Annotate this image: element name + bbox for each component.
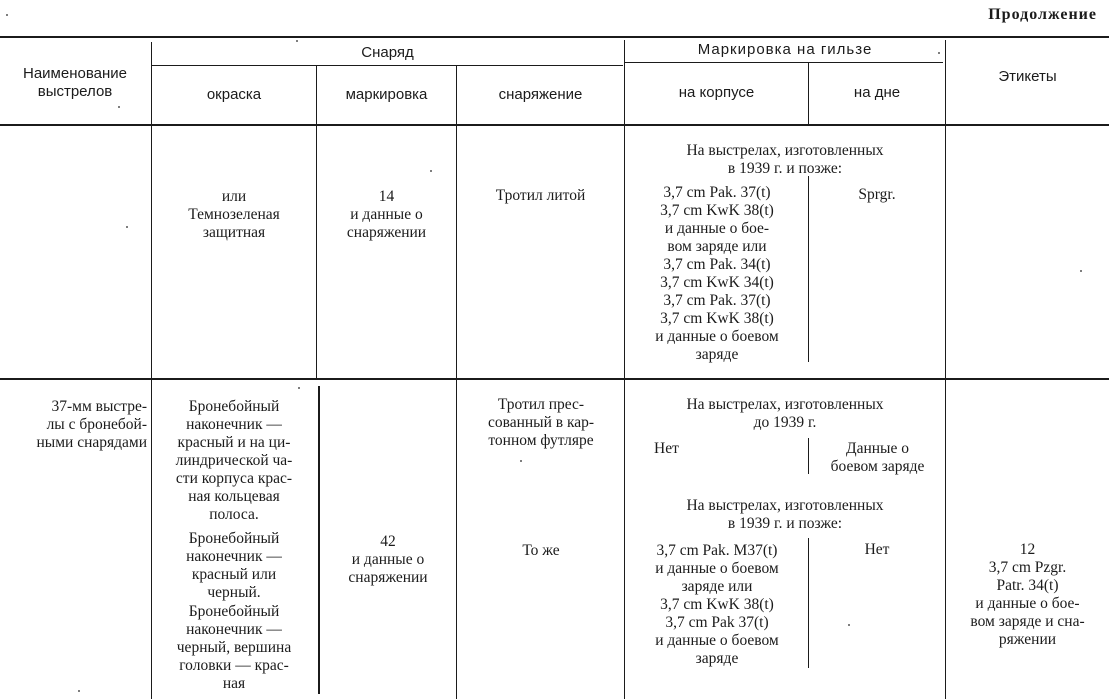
column-divider bbox=[624, 380, 625, 699]
scan-speck bbox=[430, 170, 432, 172]
column-divider bbox=[456, 66, 457, 378]
scan-speck bbox=[78, 690, 80, 692]
row1-bottom: Sprgr. bbox=[858, 186, 896, 203]
header-marking: маркировка bbox=[345, 86, 428, 103]
column-divider bbox=[945, 40, 946, 378]
column-divider bbox=[945, 380, 946, 699]
case-marking-subheader-rule bbox=[625, 62, 943, 63]
row1-marking: 14 и данные о снаряжении bbox=[346, 188, 427, 241]
row1-body-note: На выстрелах, изготовленных в 1939 г. и позже: bbox=[686, 142, 884, 177]
scan-speck bbox=[848, 624, 850, 626]
row2-bottom-2: Нет bbox=[864, 541, 890, 558]
row1-filling: Тротил литой bbox=[495, 187, 586, 204]
row2-bottom-1: Данные о боевом заряде bbox=[830, 440, 925, 475]
row2-body-2: 3,7 cm Pak. M37(t) и данные о боевом заряде или 3,7 cm KwK 38(t) 3,7 cm Pak 37(t) и данные о боевом заряде bbox=[655, 542, 779, 667]
column-divider bbox=[808, 438, 809, 474]
row-separator-rule bbox=[0, 378, 1109, 380]
scan-speck bbox=[520, 460, 522, 462]
column-divider bbox=[151, 380, 152, 699]
scan-speck bbox=[6, 14, 8, 16]
row2-paint-2: Бронебойный наконечник — красный или черный. bbox=[186, 530, 282, 601]
row2-paint-3: Бронебойный наконечник — черный, вершина головки — крас- ная bbox=[176, 603, 292, 692]
header-on-bottom: на дне bbox=[853, 84, 901, 101]
scan-speck bbox=[296, 40, 298, 42]
row2-filling-2: То же bbox=[522, 542, 560, 559]
scan-speck bbox=[118, 106, 120, 108]
scan-speck bbox=[1080, 270, 1082, 272]
column-divider bbox=[456, 380, 457, 699]
scan-speck bbox=[298, 387, 300, 389]
row2-body-note-1: На выстрелах, изготовленных до 1939 г. bbox=[686, 396, 884, 431]
continuation-label: Продолжение bbox=[988, 6, 1097, 23]
row2-labels: 12 3,7 cm Pzgr. Patr. 34(t) и данные о бое- вом заряде и сна- ряжении bbox=[970, 541, 1085, 648]
header-filling: снаряжение bbox=[498, 86, 583, 103]
header-paint: окраска bbox=[206, 86, 262, 103]
row2-marking: 42 и данные о снаряжении bbox=[348, 533, 428, 586]
row1-paint: или Темнозеленая защитная bbox=[188, 188, 280, 241]
header-on-body: на корпусе bbox=[678, 84, 755, 101]
row2-body-note-2: На выстрелах, изготовленных в 1939 г. и позже: bbox=[686, 497, 884, 532]
row1-body-marking: 3,7 cm Pak. 37(t) 3,7 cm KwK 38(t) и данные о бое- вом заряде или 3,7 cm Pak. 34(t) 3,7 cm KwK 34(t) 3,7 cm Pak. 37(t) 3,7 cm KwK 38(t) и данные о боевом заряде bbox=[655, 184, 779, 363]
projectile-subheader-rule bbox=[151, 65, 623, 66]
table-top-rule bbox=[0, 36, 1109, 38]
header-case-marking: Маркировка на гильзе bbox=[697, 41, 873, 58]
scan-speck bbox=[126, 226, 128, 228]
header-shot-name: Наименование выстрелов bbox=[23, 65, 127, 100]
row2-paint-1: Бронебойный наконечник — красный и на ци- линдрической ча- сти корпуса крас- ная кольцевая полоса. bbox=[175, 398, 293, 523]
row2-body-1: Нет bbox=[654, 440, 679, 457]
header-projectile: Снаряд bbox=[361, 44, 414, 61]
scan-speck bbox=[938, 52, 940, 54]
row2-name: 37-мм выстре- лы с бронебой- ными снарядами bbox=[36, 398, 147, 451]
header-bottom-rule bbox=[0, 124, 1109, 126]
header-labels: Этикеты bbox=[998, 68, 1057, 85]
row2-filling-1: Тротил прес- сованный в кар- тонном футляре bbox=[487, 396, 595, 449]
